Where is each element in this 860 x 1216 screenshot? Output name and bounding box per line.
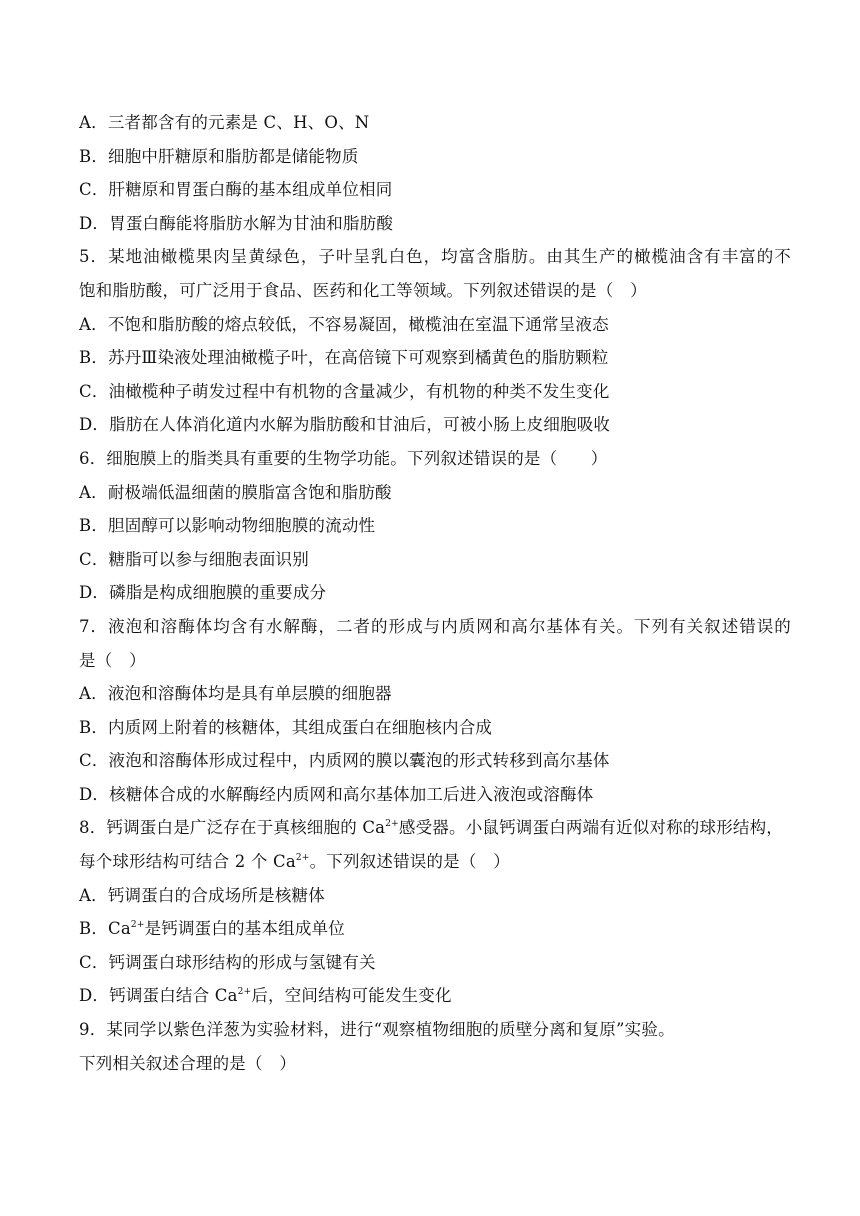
- q8-stem-line2: [79, 845, 791, 879]
- q6-option-c: C．糖脂可以参与细胞表面识别: [79, 549, 309, 569]
- q5-stem-line2: 饱和脂肪酸，可广泛用于食品、医药和化工等领域。下列叙述错误的是（ ）: [79, 280, 647, 300]
- q8-option-d-text-b: 后，空间结构可能发生变化: [251, 986, 452, 1006]
- q8-option-d: [79, 979, 791, 1013]
- q6-option-a: A．耐极端低温细菌的膜脂富含饱和脂肪酸: [79, 482, 392, 502]
- question-content: [79, 106, 791, 1080]
- q8-option-c: C．钙调蛋白球形结构的形成与氢键有关: [79, 952, 376, 972]
- q8-option-b-text-b: 是钙调蛋白的基本组成单位: [144, 919, 345, 939]
- q4-option-d: D．胃蛋白酶能将脂肪水解为甘油和脂肪酸: [79, 213, 394, 233]
- q8-option-b-text-a: B．Ca: [79, 919, 131, 939]
- q6-stem: 6．细胞膜上的脂类具有重要的生物学功能。下列叙述错误的是（ ）: [79, 448, 608, 468]
- q7-option-d: D．核糖体合成的水解酶经内质网和高尔基体加工后进入液泡或溶酶体: [79, 784, 594, 804]
- q7-stem-line1: 7．液泡和溶酶体均含有水解酶，二者的形成与内质网和高尔基体有关。下列有关叙述错误的: [79, 616, 791, 636]
- q5-option-c: C．油橄榄种子萌发过程中有机物的含量减少，有机物的种类不发生变化: [79, 381, 610, 401]
- q7-option-a: A．液泡和溶酶体均是具有单层膜的细胞器: [79, 684, 392, 704]
- q9-stem-line2: 下列相关叙述合理的是（ ）: [79, 1053, 297, 1073]
- q7-option-b: B．内质网上附着的核糖体，其组成蛋白在细胞核内合成: [79, 717, 493, 737]
- q8-stem-line2-text-a: 每个球形结构可结合 2 个 Ca: [79, 852, 296, 872]
- q8-option-d-text-a: D．钙调蛋白结合 Ca: [79, 986, 238, 1006]
- q8-option-b: [79, 912, 791, 946]
- q5-option-b: B．苏丹Ⅲ染液处理油橄榄子叶，在高倍镜下可观察到橘黄色的脂肪颗粒: [79, 348, 609, 368]
- q5-option-a: A．不饱和脂肪酸的熔点较低，不容易凝固，橄榄油在室温下通常呈液态: [79, 314, 609, 334]
- q7-option-c: C．液泡和溶酶体形成过程中，内质网的膜以囊泡的形式转移到高尔基体: [79, 751, 610, 771]
- q7-stem-line2: 是（ ）: [79, 650, 146, 670]
- q8-stem-line1-superscript: 2+: [385, 819, 399, 830]
- q8-stem-line2-text-b: 。下列叙述错误的是（ ）: [309, 852, 510, 872]
- q4-option-b: B．细胞中肝糖原和脂肪都是储能物质: [79, 146, 359, 166]
- q8-stem-line1-text-b: 感受器。小鼠钙调蛋白两端有近似对称的球形结构，: [398, 818, 783, 838]
- q8-option-a: A．钙调蛋白的合成场所是核糖体: [79, 885, 325, 905]
- q6-option-d: D．磷脂是构成细胞膜的重要成分: [79, 583, 327, 603]
- q4-option-c: C．肝糖原和胃蛋白酶的基本组成单位相同: [79, 180, 393, 200]
- q5-stem-line1: 5．某地油橄榄果肉呈黄绿色，子叶呈乳白色，均富含脂肪。由其生产的橄榄油含有丰富的不: [79, 247, 791, 267]
- q8-stem-line1: [79, 811, 791, 845]
- q8-stem-line1-text-a: 8．钙调蛋白是广泛存在于真核细胞的 Ca: [79, 818, 386, 838]
- q8-option-b-superscript: 2+: [130, 920, 145, 931]
- q4-option-a: A．三者都含有的元素是 C、H、O、N: [79, 113, 370, 132]
- q5-option-d: D．脂肪在人体消化道内水解为脂肪酸和甘油后，可被小肠上皮细胞吸收: [79, 415, 611, 435]
- q8-stem-line2-superscript: 2+: [295, 853, 310, 864]
- q8-option-d-superscript: 2+: [237, 987, 252, 998]
- q9-stem-line1: 9．某同学以紫色洋葱为实验材料，进行“观察植物细胞的质壁分离和复原”实验。: [79, 1020, 675, 1040]
- q6-option-b: B．胆固醇可以影响动物细胞膜的流动性: [79, 516, 376, 536]
